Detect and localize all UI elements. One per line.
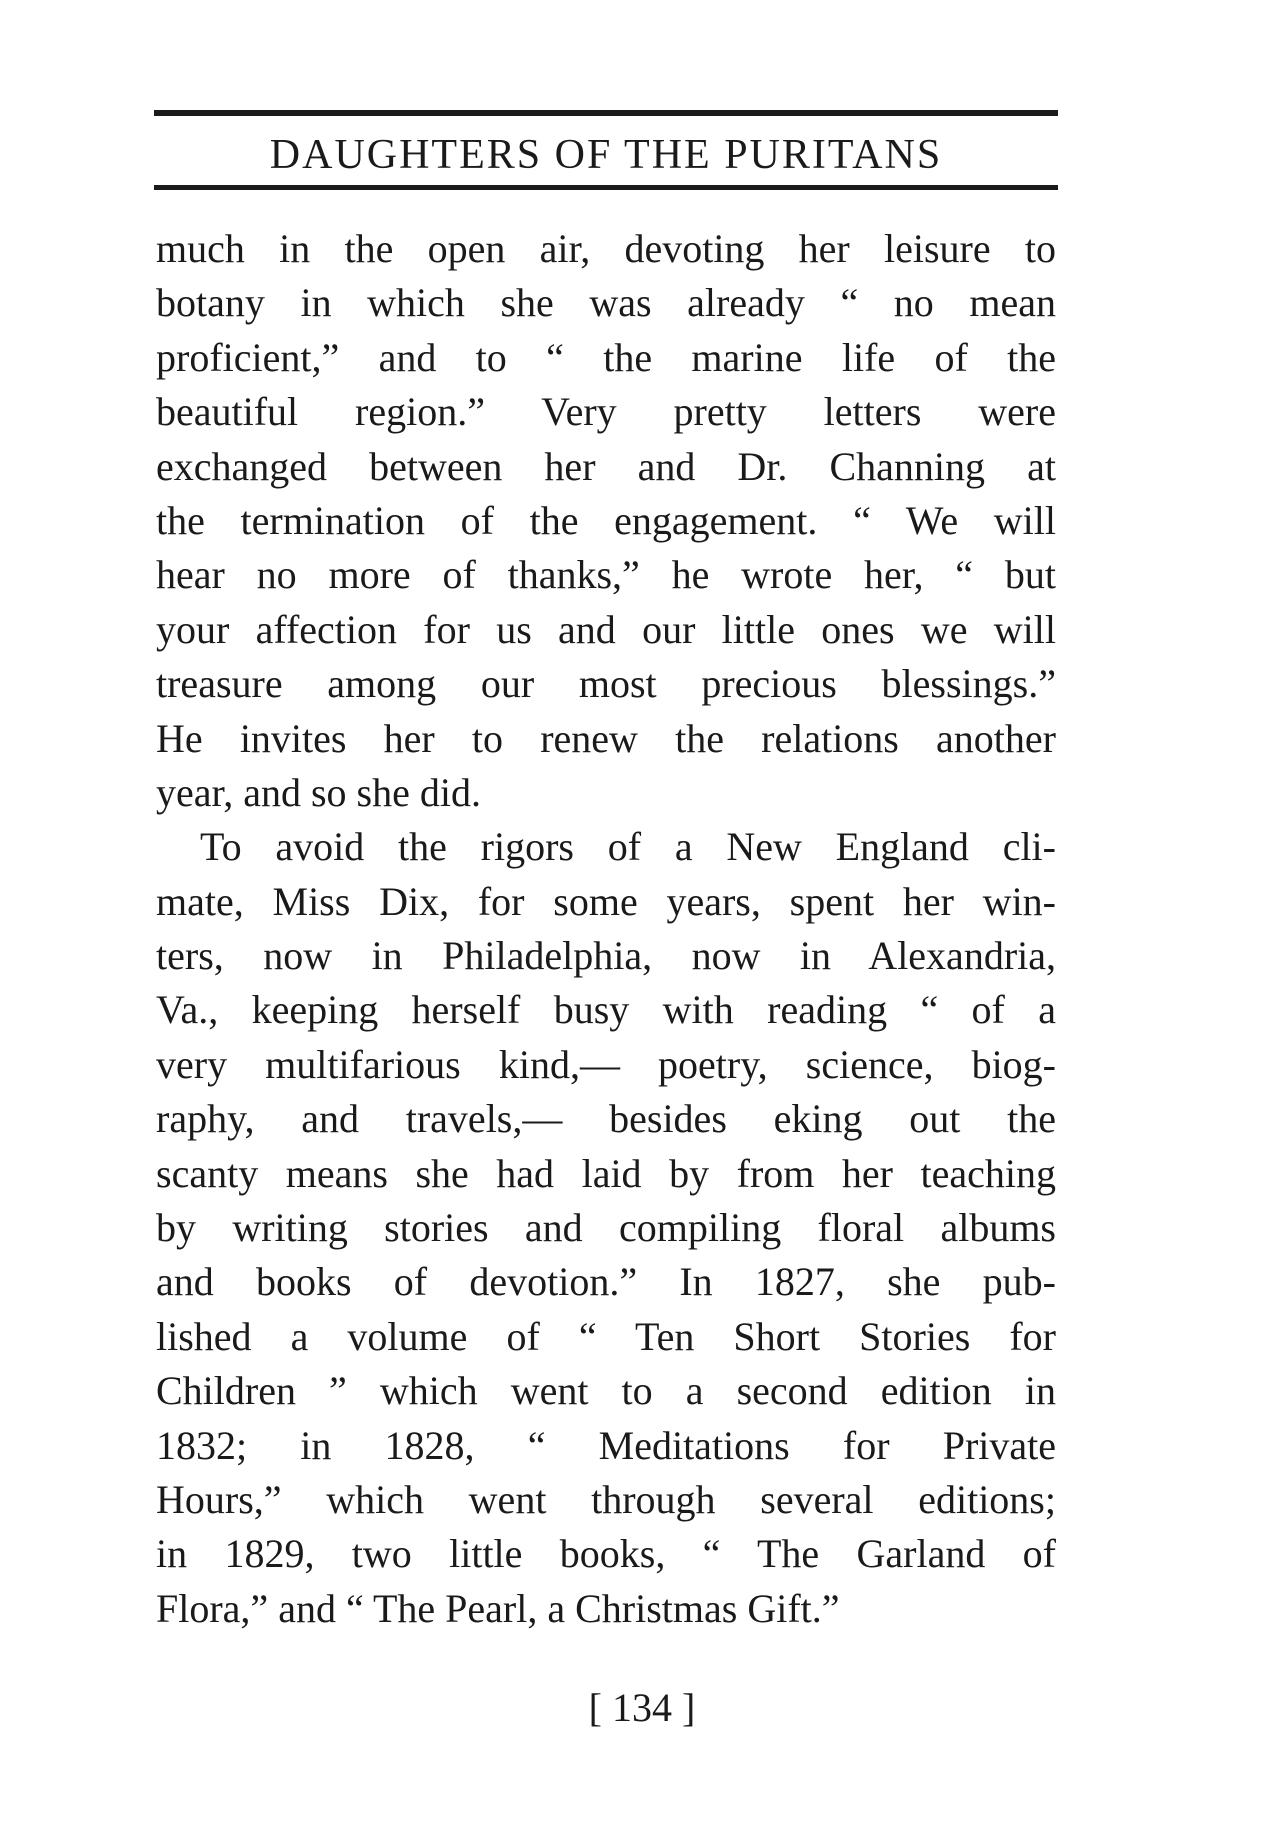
text-line: He invites her to renew the relations another	[156, 715, 1056, 761]
text-line: mate, Miss Dix, for some years, spent her win-	[156, 878, 1056, 924]
text-line: Hours,” which went through several editions;	[156, 1476, 1056, 1522]
header-rule-bottom	[154, 185, 1058, 190]
text-line: your affection for us and our little ones we will	[156, 606, 1056, 652]
text-line: lished a volume of “ Ten Short Stories for	[156, 1313, 1056, 1359]
text-line: Children ” which went to a second edition in	[156, 1368, 1056, 1414]
page-number: [ 134 ]	[588, 1685, 696, 1730]
text-line: 1832; in 1828, “ Meditations for Private	[156, 1422, 1056, 1468]
text-line: beautiful region.” Very pretty letters were	[156, 389, 1056, 435]
text-line: botany in which she was already “ no mean	[156, 280, 1056, 326]
text-line: much in the open air, devoting her leisure to	[156, 226, 1056, 271]
text-line: very multifarious kind,— poetry, science, biog-	[156, 1041, 1056, 1087]
running-head: DAUGHTERS OF THE PURITANS	[269, 132, 943, 178]
text-line: hear no more of thanks,” he wrote her, “ but	[156, 552, 1056, 598]
text-line: in 1829, two little books, “ The Garland of	[156, 1531, 1056, 1577]
text-line: Va., keeping herself busy with reading “ of a	[156, 987, 1056, 1033]
text-line: scanty means she had laid by from her teaching	[156, 1150, 1056, 1196]
paragraph	[156, 820, 1056, 1636]
text-line: To avoid the rigors of a New England cli-	[200, 824, 1056, 870]
paragraph	[156, 222, 1056, 820]
text-line: exchanged between her and Dr. Channing at	[156, 443, 1056, 489]
header-rule-top	[154, 110, 1058, 116]
body-text	[156, 222, 1056, 1636]
text-line: the termination of the engagement. “ We will	[156, 497, 1056, 543]
text-line: by writing stories and compiling floral albums	[156, 1205, 1056, 1251]
text-line: raphy, and travels,— besides eking out the	[156, 1096, 1056, 1142]
text-line: Flora,” and “ The Pearl, a Christmas Gift.”	[156, 1585, 840, 1631]
text-line: ters, now in Philadelphia, now in Alexandria,	[156, 933, 1056, 979]
text-line: treasure among our most precious blessings.”	[156, 661, 1056, 707]
text-line: and books of devotion.” In 1827, she pub-	[156, 1259, 1056, 1305]
text-line: proficient,” and to “ the marine life of the	[156, 334, 1056, 380]
text-line: year, and so she did.	[156, 769, 481, 815]
